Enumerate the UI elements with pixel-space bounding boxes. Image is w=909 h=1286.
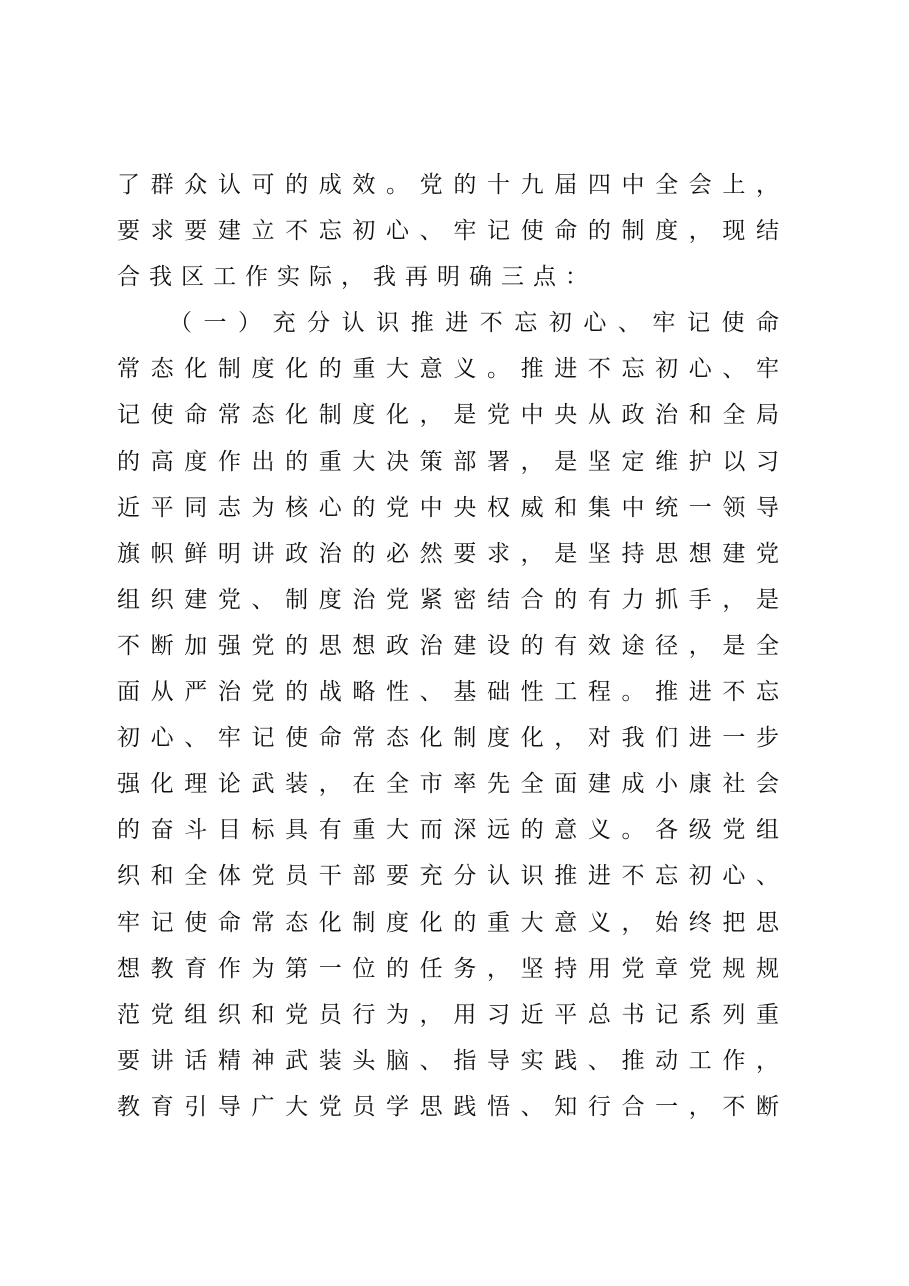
text-line-1: 了群众认可的成效。党的十九届四中全会上， [117, 172, 779, 198]
text-line-15: 的奋斗目标具有重大而深远的意义。各级党组 [117, 817, 779, 844]
text-line-20: 要讲话精神武装头脑、指导实践、推动工作， [117, 1047, 779, 1074]
text-line-3: 合我区工作实际，我再明确三点： [117, 264, 597, 291]
text-line-18: 想教育作为第一位的任务，坚持用党章党规规 [117, 955, 779, 982]
text-line-13: 初心、牢记使命常态化制度化，对我们进一步 [117, 725, 779, 752]
text-line-2: 要求要建立不忘初心、牢记使命的制度，现结 [117, 218, 779, 245]
text-line-10: 组织建党、制度治党紧密结合的有力抓手，是 [117, 586, 779, 613]
text-line-12: 面从严治党的战略性、基础性工程。推进不忘 [117, 679, 779, 706]
text-line-14: 强化理论武装，在全市率先全面建成小康社会 [117, 771, 779, 798]
text-line-6: 记使命常态化制度化，是党中央从政治和全局 [117, 402, 779, 429]
text-line-19: 范党组织和党员行为，用习近平总书记系列重 [117, 1001, 779, 1028]
text-line-5: 常态化制度化的重大意义。推进不忘初心、牢 [117, 356, 779, 383]
body-text [117, 162, 779, 1130]
text-line-7: 的高度作出的重大决策部署，是坚定维护以习 [117, 448, 779, 475]
text-line-16: 织和全体党员干部要充分认识推进不忘初心、 [117, 863, 779, 890]
text-line-8: 近平同志为核心的党中央权威和集中统一领导 [117, 494, 779, 521]
section-heading-line: （一）充分认识推进不忘初心、牢记使命 [169, 310, 779, 337]
text-line-11: 不断加强党的思想政治建设的有效途径，是全 [117, 632, 779, 659]
text-line-17: 牢记使命常态化制度化的重大意义，始终把思 [117, 909, 779, 936]
text-line-21: 教育引导广大党员学思践悟、知行合一，不断 [117, 1093, 779, 1120]
text-line-9: 旗帜鲜明讲政治的必然要求，是坚持思想建党 [117, 540, 779, 567]
